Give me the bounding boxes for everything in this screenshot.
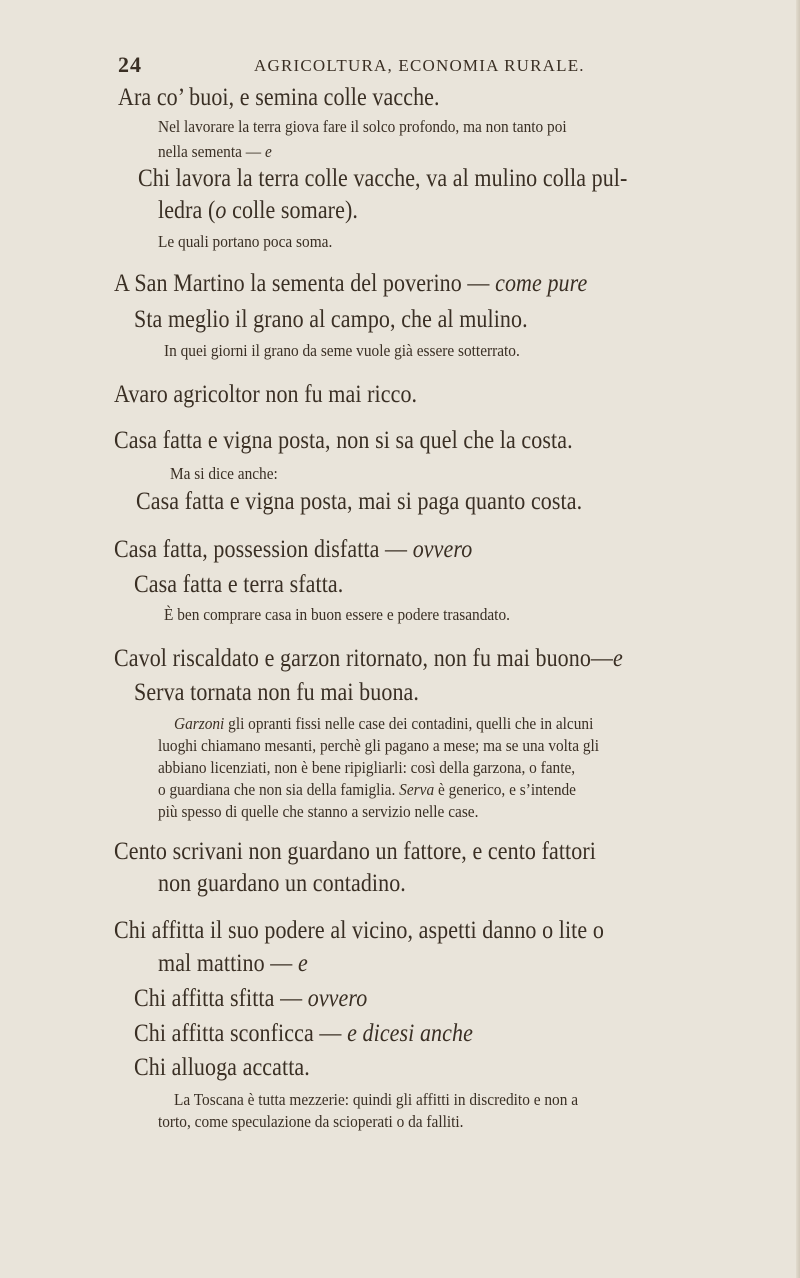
proverb-line: ledra (o colle somare). <box>158 197 358 224</box>
proverb-line: Chi lavora la terra colle vacche, va al mulino colla pul- <box>138 165 628 192</box>
proverb-line: Chi affitta sconficca — e dicesi anche <box>134 1020 473 1047</box>
page-edge <box>796 0 800 1278</box>
proverb-line: Ara co’ buoi, e semina colle vacche. <box>118 84 440 111</box>
note-line: abbiano licenziati, non è bene ripigliarli: così della garzona, o fante, <box>158 758 576 777</box>
note-line: In quei giorni il grano da seme vuole già essere sotterrato. <box>164 341 520 360</box>
running-head: AGRICOLTURA, ECONOMIA RURALE. <box>254 56 585 75</box>
proverb-line: Sta meglio il grano al campo, che al mulino. <box>134 306 528 333</box>
page-number: 24 <box>118 52 142 77</box>
proverb-line: Chi affitta sfitta — ovvero <box>134 985 368 1012</box>
proverb-line: Casa fatta e terra sfatta. <box>134 571 344 598</box>
proverb-line: Casa fatta e vigna posta, non si sa quel che la costa. <box>114 427 573 454</box>
proverb-line: Casa fatta, possession disfatta — ovvero <box>114 536 473 563</box>
note-line: torto, come speculazione da scioperati o da falliti. <box>158 1112 464 1131</box>
note-line: Garzoni gli opranti fissi nelle case dei contadini, quelli che in alcuni <box>174 714 594 733</box>
proverb-line: mal mattino — e <box>158 950 308 977</box>
note-line: La Toscana è tutta mezzerie: quindi gli affitti in discredito e non a <box>174 1090 579 1109</box>
note-line: nella sementa — e <box>158 142 272 161</box>
proverb-line: Casa fatta e vigna posta, mai si paga quanto costa. <box>136 488 583 515</box>
note-line: È ben comprare casa in buon essere e podere trasandato. <box>164 605 510 624</box>
page-header <box>118 52 678 78</box>
note-line: più spesso di quelle che stanno a servizio nelle case. <box>158 802 479 821</box>
proverb-line: A San Martino la sementa del poverino — come pure <box>114 270 588 297</box>
note-line: luoghi chiamano mesanti, perchè gli pagano a mese; ma se una volta gli <box>158 736 600 755</box>
note-line: Ma si dice anche: <box>170 464 278 483</box>
proverb-line: Cavol riscaldato e garzon ritornato, non fu mai buono—e <box>114 645 623 672</box>
proverb-line: non guardano un contadino. <box>158 870 406 897</box>
proverb-line: Chi alluoga accatta. <box>134 1054 310 1081</box>
proverb-line: Serva tornata non fu mai buona. <box>134 679 419 706</box>
proverb-line: Cento scrivani non guardano un fattore, e cento fattori <box>114 838 596 865</box>
note-line: Nel lavorare la terra giova fare il solco profondo, ma non tanto poi <box>158 117 567 136</box>
note-line: o guardiana che non sia della famiglia. Serva è generico, e s’intende <box>158 780 577 799</box>
proverb-line: Chi affitta il suo podere al vicino, aspetti danno o lite o <box>114 917 604 944</box>
proverb-line: Avaro agricoltor non fu mai ricco. <box>114 381 418 408</box>
note-line: Le quali portano poca soma. <box>158 232 333 251</box>
